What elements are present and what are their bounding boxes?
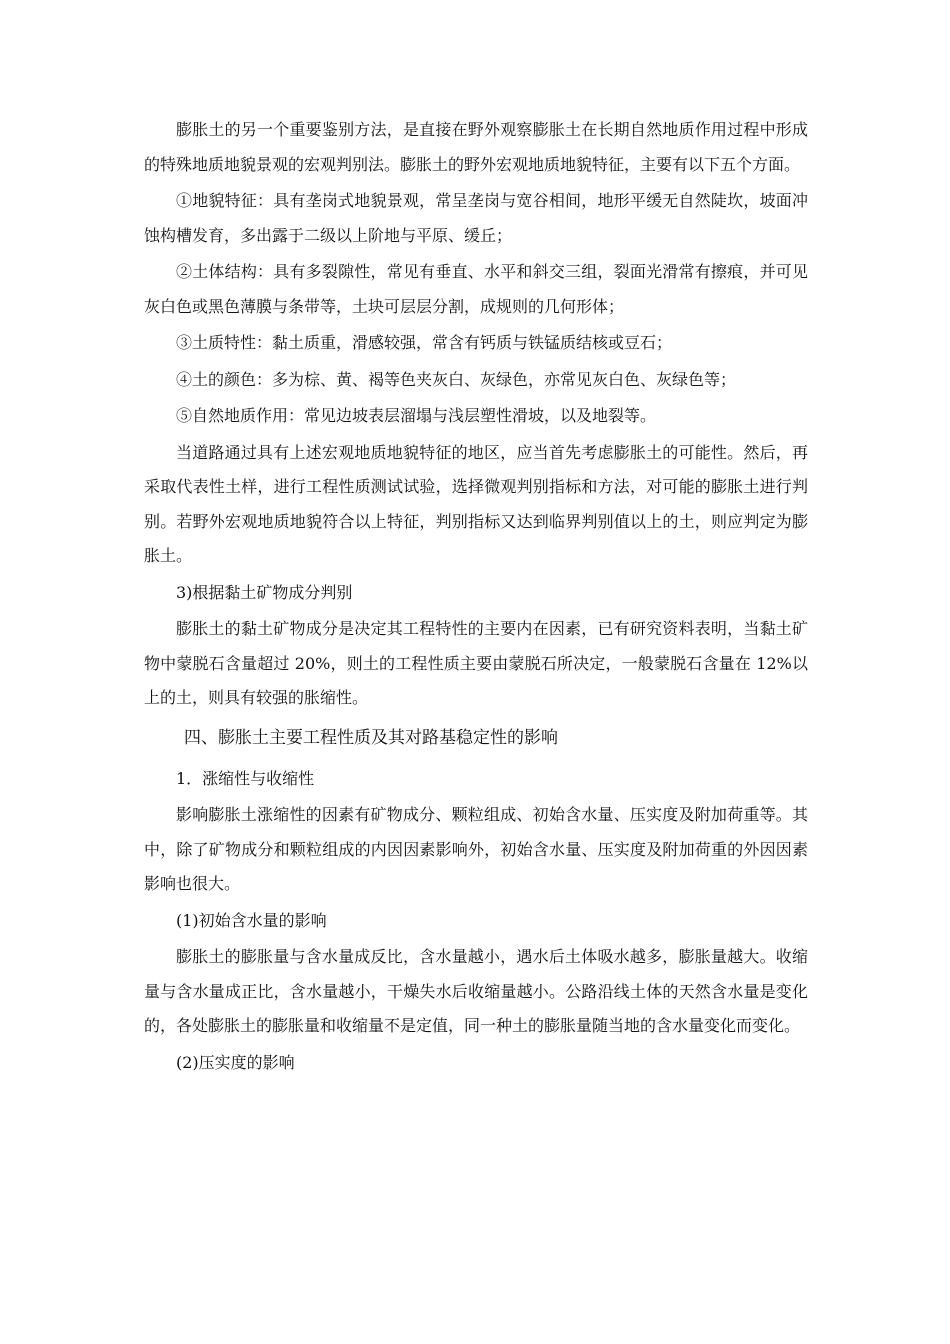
paragraph: 膨胀土的黏土矿物成分是决定其工程特性的主要内在因素，已有研究资料表明，当黏土矿物中蒙脱石含量超过 20%，则土的工程性质主要由蒙脱石所决定，一般蒙脱石含量在 12%以上的土，则具有较强的胀缩性。 xyxy=(144,619,808,707)
subheading: 1．涨缩性与收缩性 xyxy=(176,768,315,788)
paragraph: 当道路通过具有上述宏观地质地貌特征的地区，应当首先考虑膨胀土的可能性。然后，再采取代表性土样，进行工程性质测试试验，选择微观判别指标和方法，对可能的膨胀土进行判别。若野外宏观地质地貌符合以上特征，判别指标又达到临界判别值以上的土，则应判定为膨胀土。 xyxy=(144,442,808,565)
subheading: (1)初始含水量的影响 xyxy=(176,910,327,930)
paragraph: ②土体结构：具有多裂隙性，常见有垂直、水平和斜交三组，裂面光滑常有擦痕，并可见灰白色或黑色薄膜与条带等，土块可层层分割，成规则的几何形体； xyxy=(144,262,808,316)
paragraph: 膨胀土的另一个重要鉴别方法，是直接在野外观察膨胀土在长期自然地质作用过程中形成的特殊地质地貌景观的宏观判别法。膨胀土的野外宏观地质地貌特征，主要有以下五个方面。 xyxy=(144,120,808,174)
paragraph: 膨胀土的膨胀量与含水量成反比，含水量越小，遇水后土体吸水越多，膨胀量越大。收缩量与含水量成正比，含水量越小，干燥失水后收缩量越小。公路沿线土体的天然含水量是变化的，各处膨胀土的膨胀量和收缩量不是定值，同一种土的膨胀量随当地的含水量变化而变化。 xyxy=(144,947,808,1035)
paragraph: ④土的颜色：多为棕、黄、褐等色夹灰白、灰绿色，亦常见灰白色、灰绿色等； xyxy=(176,369,737,389)
paragraph: ③土质特性：黏土质重，滑感较强，常含有钙质与铁锰质结核或豆石； xyxy=(176,333,673,352)
document-page xyxy=(144,113,808,1082)
paragraph: ⑤自然地质作用：常见边坡表层溜塌与浅层塑性滑坡，以及地裂等。 xyxy=(176,406,657,425)
section-heading: 四、膨胀土主要工程性质及其对路基稳定性的影响 xyxy=(184,727,558,748)
subheading: 3)根据黏土矿物成分判别 xyxy=(176,582,353,602)
paragraph: 影响膨胀土涨缩性的因素有矿物成分、颗粒组成、初始含水量、压实度及附加荷重等。其中，除了矿物成分和颗粒组成的内因因素影响外，初始含水量、压实度及附加荷重的外因因素影响也很大。 xyxy=(144,805,808,893)
paragraph: ①地貌特征：具有垄岗式地貌景观，常呈垄岗与宽谷相间，地形平缓无自然陡坎，坡面冲蚀构槽发育，多出露于二级以上阶地与平原、缓丘； xyxy=(144,191,808,245)
subheading: (2)压实度的影响 xyxy=(176,1052,295,1072)
